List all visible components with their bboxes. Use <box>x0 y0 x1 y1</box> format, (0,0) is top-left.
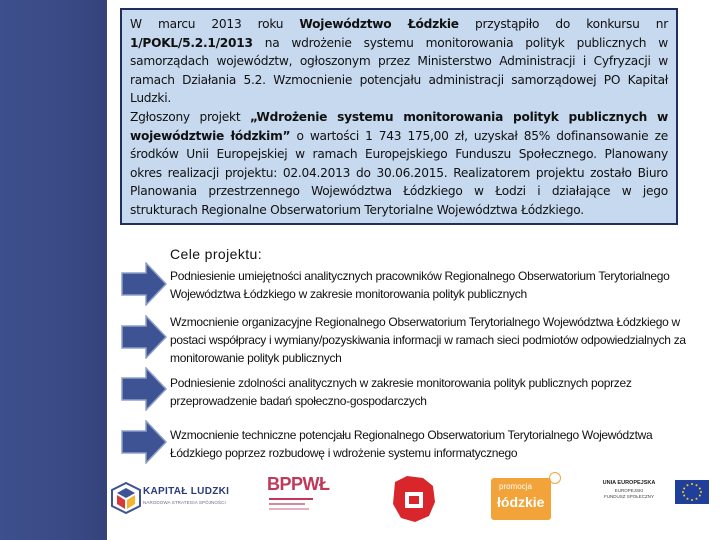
eu-logo <box>595 472 720 528</box>
arrow-right-icon <box>120 315 168 359</box>
kapital-ludzki-mark-icon <box>111 482 141 514</box>
bppwl-logo <box>259 470 329 530</box>
kapital-ludzki-subtitle: NARODOWA STRATEGIA SPÓJNOŚCI <box>143 500 226 505</box>
bppwl-rule <box>269 503 305 505</box>
kapital-ludzki-logo <box>111 468 246 530</box>
lodzkie-label: łódzkie <box>497 494 545 510</box>
goal-text: Podniesienie zdolności analitycznych w zakresie monitorowania polityk publicznych poprzez przeprowadzenie badań społeczno-gospodarczych <box>170 376 632 408</box>
eu-line-2: EUROPEJSKI <box>614 488 644 493</box>
kapital-ludzki-title: KAPITAŁ LUDZKI <box>143 486 230 497</box>
bppwl-rule <box>269 508 309 510</box>
intro-contest-number: 1/POKL/5.2.1/2013 <box>130 35 253 50</box>
footer-logos <box>107 462 720 540</box>
intro-text-4: Zgłoszony projekt <box>130 109 250 124</box>
promocja-label: promocja <box>499 482 532 491</box>
intro-project-title: „Wdrożenie systemu monitorowania polityk publicznych w województwie łódzkim” <box>130 109 668 143</box>
copyright-mark-icon <box>549 472 561 484</box>
goal-text: Podniesienie umiejętności analitycznych pracowników Regionalnego Obserwatorium Terytorialnego Województwa Łódzkiego w zakresie monitorowania polityk publicznych <box>170 269 670 301</box>
bppwl-rule <box>269 498 313 500</box>
eu-flag-icon <box>675 480 709 504</box>
left-sidebar-band <box>0 0 107 540</box>
goal-item <box>120 315 700 375</box>
intro-text-1: W marcu 2013 roku <box>130 17 300 31</box>
goal-text: Wzmocnienie organizacyjne Regionalnego Obserwatorium Terytorialnego Województwa Łódzkiego w postaci współpracy i wymiany/pozyskiwania informacji w ramach sieci podmiotów odpowiedzialnych za monitorowanie polityk publicznych <box>170 315 686 365</box>
intro-region-name: Województwo Łódzkie <box>299 17 459 31</box>
intro-text-5: o wartości 1 743 175,00 zł, uzyskał 85% dofinansowanie ze środków Unii Europejskiej w ramach Europejskiego Funduszu Społecznego. Planowany okres realizacji projektu: 02.04.2013 do 30.06.2015. Realizatorem projektu zostało Biuro Planowania przestrzennego Województwa Łódzkiego w Łodzi i działające w jego strukturach Regionalne Obserwatorium Terytorialne Województwa Łódzkiego. <box>130 128 668 217</box>
arrow-right-icon <box>120 367 168 411</box>
goals-heading: Cele projektu: <box>170 246 262 262</box>
eu-line-3: FUNDUSZ SPOŁECZNY <box>603 494 654 499</box>
eu-line-1: UNIA EUROPEJSKA <box>602 480 656 486</box>
promocja-lodzkie-logo <box>485 470 563 528</box>
region-map-logo-icon <box>389 472 439 526</box>
goal-text: Wzmocnienie techniczne potencjału Regionalnego Obserwatorium Terytorialnego Województwa Łódzkiego poprzez rozbudowę i wdrożenie systemu informatycznego <box>170 428 653 460</box>
bppwl-title: BPPWŁ <box>267 474 330 494</box>
intro-text-3: na wdrożenie systemu monitorowania polityk publicznych w samorządach województw, ogłoszonym przez Ministerstwo Administracji i Cyfryzacji w ramach Działania 5.2. Wzmocnienie potencjału administracji samorządowej PO Kapitał Ludzki. <box>130 35 668 106</box>
arrow-right-icon <box>120 420 168 464</box>
project-intro-box <box>120 8 678 225</box>
arrow-right-icon <box>120 262 168 306</box>
goal-item <box>120 367 700 427</box>
intro-text-2: przystąpiło do konkursu nr <box>458 17 668 31</box>
